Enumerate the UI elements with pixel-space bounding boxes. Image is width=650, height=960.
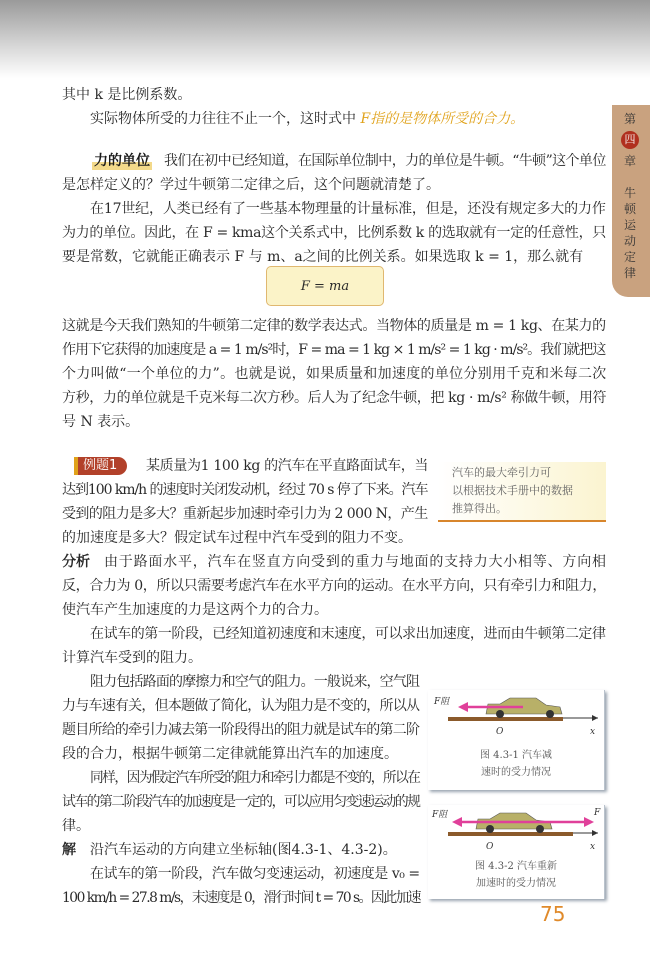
text-line: 作用下它获得的加速度是 a = 1 m/s²时，F = ma = 1 kg × 1 m/s² = 1 kg · m/s²。我们就把这 [62, 342, 606, 358]
car-decelerating-diagram [428, 690, 604, 745]
axis-label: x [590, 727, 596, 737]
figure-4-3-1 [428, 690, 605, 790]
text-line: 要是常数，它就能正确表示 F 与 m、a之间的比例关系。如果选取 k = 1，那么就有 [62, 249, 584, 265]
side-note [438, 462, 606, 522]
figure-caption: 图 4.3-1 汽车减 [479, 750, 552, 761]
figure-4-3-2 [428, 805, 605, 899]
text-line: 沿汽车运动的方向建立坐标轴(图4.3-1、4.3-2)。 [90, 842, 397, 858]
formula-box: F = ma [266, 266, 384, 306]
text-line: 受到的阻力是多大？重新起步加速时牵引力为 2 000 N，产生 [62, 506, 428, 522]
text-line: 我们在初中已经知道，在国际单位制中，力的单位是牛顿。“牛顿”这个单位 [164, 153, 606, 169]
solution-label: 解 [62, 842, 76, 858]
friction-force-label: F阻 [432, 810, 448, 820]
text-line: 使汽车产生加速度的力是这两个力的合力。 [62, 602, 328, 618]
text-line: 阻力包括路面的摩擦力和空气的阻力。一般说来，空气阻 [90, 674, 420, 690]
top-shadow-band [0, 0, 650, 78]
text-line: 这就是今天我们熟知的牛顿第二定律的数学表达式。当物体的质量是 m = 1 kg、在某力的 [62, 318, 606, 334]
text-line: 段的合力，根据牛顿第二定律就能算出汽车的加速度。 [62, 746, 398, 762]
text-line: 个力叫做“一个单位的力”。也就是说，如果质量和加速度的单位分别用千克和米每二次 [62, 366, 607, 382]
chapter-suffix: 章 [624, 154, 637, 168]
example-badge: 例题1 [74, 457, 127, 475]
axis-label: x [590, 842, 596, 852]
text-line: 题目所给的牵引力减去第一阶段得出的阻力就是试车的第二阶 [62, 722, 420, 738]
chapter-title: 牛顿运动定律 [624, 186, 637, 280]
text-line: 在试车的第一阶段，已经知道初速度和末速度，可以求出加速度，进而由牛顿第二定律 [90, 626, 606, 642]
text-line: 反，合力为 0，所以只需要考虑汽车在水平方向的运动。在水平方向，只有牵引力和阻力， [62, 578, 606, 594]
text-line: 达到100 km/h 的速度时关闭发动机，经过 70 s 停了下来。汽车 [62, 482, 428, 498]
text-line: 同样，因为假定汽车所受的阻力和牵引力都是不变的，所以在 [90, 770, 420, 786]
text-line: 在17世纪，人类已经有了一些基本物理量的计量标准，但是，还没有规定多大的力作 [90, 201, 606, 217]
text-line: 是怎样定义的？学过牛顿第二定律之后，这个问题就清楚了。 [62, 177, 440, 193]
origin-label: O [496, 727, 504, 737]
text-line: 方秒，力的单位就是千克米每二次方秒。后人为了纪念牛顿，把 kg · m/s² 称做牛顿，用符 [62, 390, 607, 406]
car-accelerating-diagram [428, 805, 604, 855]
text-line: 为力的单位。因此，在 F = kma这个关系式中，比例系数 k 的选取就有一定的任意性，只 [62, 225, 606, 241]
figure-caption: 速时的受力情况 [481, 767, 551, 778]
figure-caption: 加速时的受力情况 [476, 878, 556, 889]
text-line: 某质量为1 100 kg 的汽车在平直路面试车，当 [146, 458, 429, 474]
intro-line [90, 110, 524, 128]
section-label-force-unit: 力的单位 [94, 153, 150, 169]
text-line: 律。 [62, 818, 90, 834]
text-line: 试车的第二阶段汽车的加速度是一定的，可以应用匀变速运动的规 [62, 794, 420, 810]
friction-force-label: F阻 [434, 697, 450, 707]
text-line: 由于路面水平，汽车在竖直方向受到的重力与地面的支持力大小相等、方向相 [104, 554, 607, 570]
analysis-label: 分析 [62, 554, 90, 570]
figure-caption: 图 4.3-2 汽车重新 [474, 861, 557, 872]
side-note-line: 汽车的最大牵引力可 [452, 466, 551, 479]
text-line: 计算汽车受到的阻力。 [62, 650, 202, 666]
side-note-line: 推算得出。 [452, 502, 507, 515]
text-line: 100 km/h = 27.8 m/s，末速度是 0，滑行时间 t = 70 s。因此加速 [62, 890, 421, 906]
chapter-number: 四 [621, 131, 639, 149]
intro-line: 其中 k 是比例系数。 [62, 87, 192, 103]
page-number: 75 [540, 902, 566, 926]
text-line: 号 N 表示。 [62, 414, 140, 430]
intro-text: 实际物体所受的力往往不止一个，这时式中 [90, 111, 361, 127]
text-line: 在试车的第一阶段，汽车做匀变速运动，初速度是 v₀ = [90, 866, 420, 882]
chapter-prefix: 第 [624, 112, 637, 126]
text-line: 力与车速有关，但本题做了简化，认为阻力是不变的，所以从 [62, 698, 420, 714]
highlight-text: F指的是物体所受的合力。 [360, 111, 525, 127]
side-note-line: 以根据技术手册中的数据 [452, 484, 573, 497]
text-line: 的加速度是多大？假定试车过程中汽车受到的阻力不变。 [62, 530, 412, 546]
traction-force-label: F [594, 808, 601, 818]
origin-label: O [486, 842, 494, 852]
chapter-side-tab [612, 105, 650, 297]
